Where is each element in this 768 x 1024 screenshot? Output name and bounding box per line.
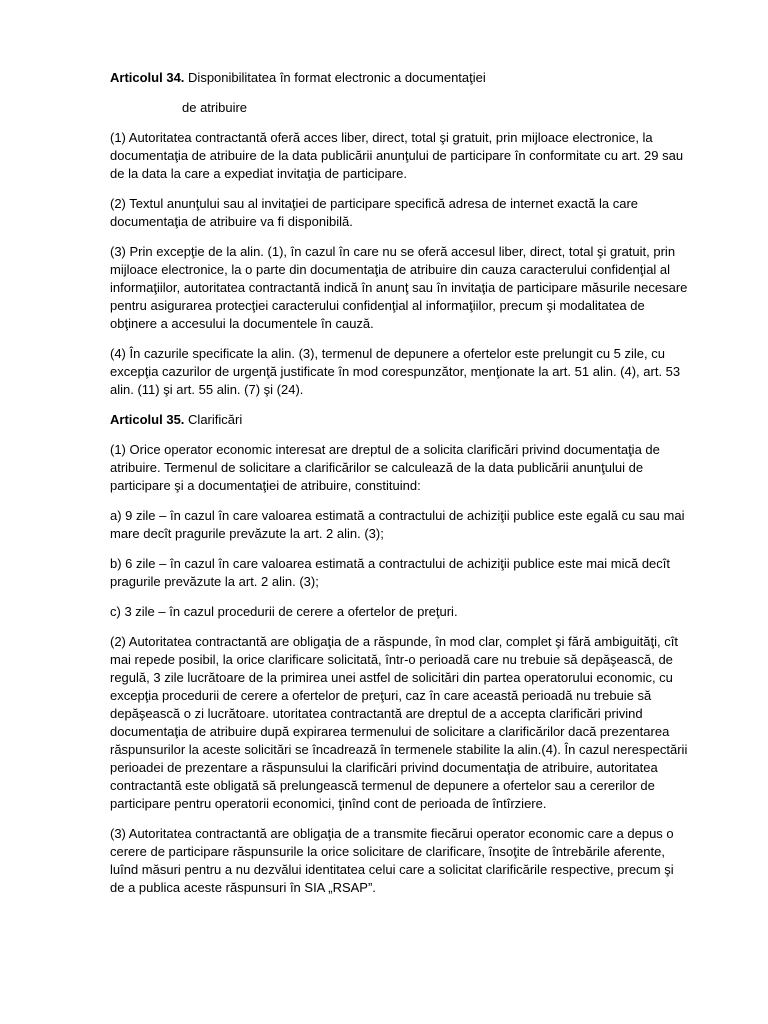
article-35-item-a: a) 9 zile – în cazul în care valoarea estimată a contractului de achiziţii publice este egală cu sau mai mare decît pragurile prevăzute la art. 2 alin. (3); [110,508,685,541]
article-34-heading [110,69,688,87]
article-35-title: Clarificări [188,412,243,427]
article-34-title-continuation: de atribuire [182,100,248,115]
article-35-paragraph-3: (3) Autoritatea contractantă are obligaţia de a transmite fiecărui operator economic care a depus o cerere de participare răspunsurile la orice solicitare de clarificare, însoţite de întrebările aferente, luînd măsuri pentru a nu dezvălui identitatea celui care a solicitat clarificările respective, precum şi de a publica aceste răspunsuri în SIA „RSAP”. [110,826,674,895]
article-34-paragraph-4: (4) În cazurile specificate la alin. (3), termenul de depunere a ofertelor este prelungit cu 5 zile, cu excepţia cazurilor de urgenţă justificate în mod corespunzător, menţionate la art. 51 alin. (4), art. 53 alin. (11) şi art. 55 alin. (7) şi (24). [110,346,681,397]
article-34-paragraph-1: (1) Autoritatea contractantă oferă acces liber, direct, total şi gratuit, prin mijloace electronice, la documentaţia de atribuire de la data publicării anunţului de participare în conformitate cu art. 29 sau de la data la care a expediat invitaţia de participare. [110,130,684,181]
article-34-label: Articolul 34. [110,70,185,85]
article-35-heading [110,411,688,429]
article-35-label: Articolul 35. [110,412,185,427]
article-35-paragraph-2: (2) Autoritatea contractantă are obligaţia de a răspunde, în mod clar, complet şi fără ambiguităţi, cît mai repede posibil, la orice clarificare solicitată, într-o perioadă care nu trebuie să depăşească, de regulă, 3 zile lucrătoare de la primirea unei astfel de solicitări din partea operatorului economic, cu excepţia procedurii de cerere a ofertelor de preţuri, caz în care această perioadă nu trebuie să depăşească o zi lucrătoare. utoritatea contractantă are dreptul de a accepta clarificări privind documentaţia de atribuire după expirarea termenului de solicitare a clarificărilor dacă prezentarea răspunsurilor la aceste solicitări se încadrează în termenele stabilite la alin.(4). În cazul nerespectării perioadei de prezentare a răspunsului la clarificări privind documentaţia de atribuire, autoritatea contractantă este obligată să prelungească termenul de depunere a ofertelor sau a cererilor de participare pentru operatorii economici, ţinînd cont de perioada de întîrziere. [110,634,688,811]
article-35-paragraph-1: (1) Orice operator economic interesat are dreptul de a solicita clarificări privind documentaţia de atribuire. Termenul de solicitare a clarificărilor se calculează de la data publicării anunţului de participare şi a documentaţiei de atribuire, constituind: [110,442,660,493]
article-34-paragraph-3: (3) Prin excepţie de la alin. (1), în cazul în care nu se oferă accesul liber, direct, total şi gratuit, prin mijloace electronice, la o parte din documentaţia de atribuire din cauza caracterului confidenţial al informaţiilor, autoritatea contractantă indică în anunţ sau în invitaţia de participare măsurile necesare pentru asigurarea protecţiei caracterului confidenţial al informaţiilor, precum şi modalitatea de obţinere a accesului la documentele în cauză. [110,244,688,331]
article-34-title: Disponibilitatea în format electronic a documentaţiei [188,70,486,85]
article-35-item-b: b) 6 zile – în cazul în care valoarea estimată a contractului de achiziţii publice este mai mică decît pragurile prevăzute la art. 2 alin. (3); [110,556,670,589]
article-34-paragraph-2: (2) Textul anunţului sau al invitaţiei de participare specifică adresa de internet exactă la care documentaţia de atribuire va fi disponibilă. [110,196,639,229]
document-body [110,69,688,909]
article-35-item-c: c) 3 zile – în cazul procedurii de cerere a ofertelor de preţuri. [110,604,458,619]
